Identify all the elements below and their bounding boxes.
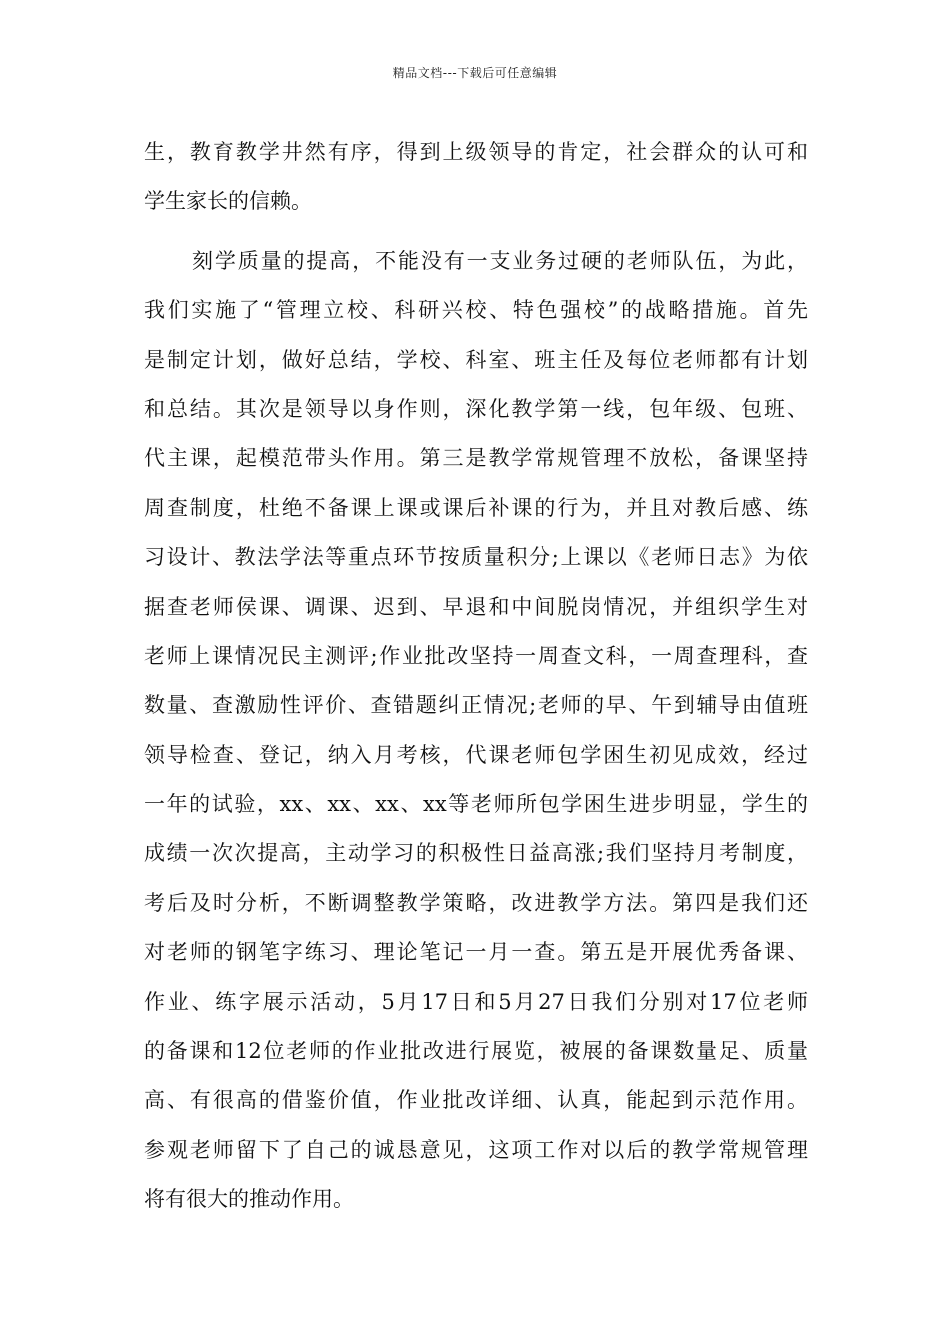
text-line: 一年的试验，xx、xx、xx、xx等老师所包学困生进步明显，学生的 [144,792,808,817]
text-line: 生，教育教学井然有序，得到上级领导的肯定，社会群众的认可和 [144,140,808,164]
text-line: 是制定计划，做好总结，学校、科室、班主任及每位老师都有计划 [144,347,808,372]
text-line: 老师上课情况民主测评;作业批改坚持一周查文科，一周查理科，查 [144,643,808,668]
text-line: 和总结。其次是领导以身作则，深化教学第一线，包年级、包班、 [144,396,808,421]
text-line: 学生家长的信赖。 [144,189,312,214]
text-line: 成绩一次次提高，主动学习的积极性日益高涨;我们坚持月考制度， [144,841,808,866]
text-line: 将有很大的推动作用。 [144,1187,354,1212]
text-line: 习设计、教法学法等重点环节按质量积分;上课以《老师日志》为依 [144,545,808,570]
text-line: 数量、查激励性评价、查错题纠正情况;老师的早、午到辅导由值班 [144,693,808,718]
text-line: 参观老师留下了自己的诚恳意见，这项工作对以后的教学常规管理 [144,1137,808,1162]
text-line: 领导检查、登记，纳入月考核，代课老师包学困生初见成效，经过 [144,742,808,767]
text-line: 刻学质量的提高，不能没有一支业务过硬的老师队伍，为此， [192,248,808,273]
text-line: 对老师的钢笔字练习、理论笔记一月一查。第五是开展优秀备课、 [144,940,808,965]
paragraph-1 [144,133,808,232]
text-line: 高、有很高的借鉴价值，作业批改详细、认真，能起到示范作用。 [144,1088,808,1113]
page-header: 精品文档---下载后可任意编辑 [392,66,558,80]
text-line: 代主课，起模范带头作用。第三是教学常规管理不放松，备课坚持 [144,446,808,471]
text-line: 周查制度，杜绝不备课上课或课后补课的行为，并且对教后感、练 [144,495,808,520]
paragraph-2 [144,242,808,1230]
text-line: 考后及时分析，不断调整教学策略，改进教学方法。第四是我们还 [144,890,808,915]
text-line: 据查老师侯课、调课、迟到、早退和中间脱岗情况，并组织学生对 [144,594,808,619]
text-line: 我们实施了“管理立校、科研兴校、特色强校”的战略措施。首先 [144,298,808,323]
text-line: 的备课和12位老师的作业批改进行展览，被展的备课数量足、质量 [144,1039,808,1064]
text-line: 作业、练字展示活动，5月17日和5月27日我们分别对17位老师 [144,989,808,1014]
document-body [144,133,808,1230]
